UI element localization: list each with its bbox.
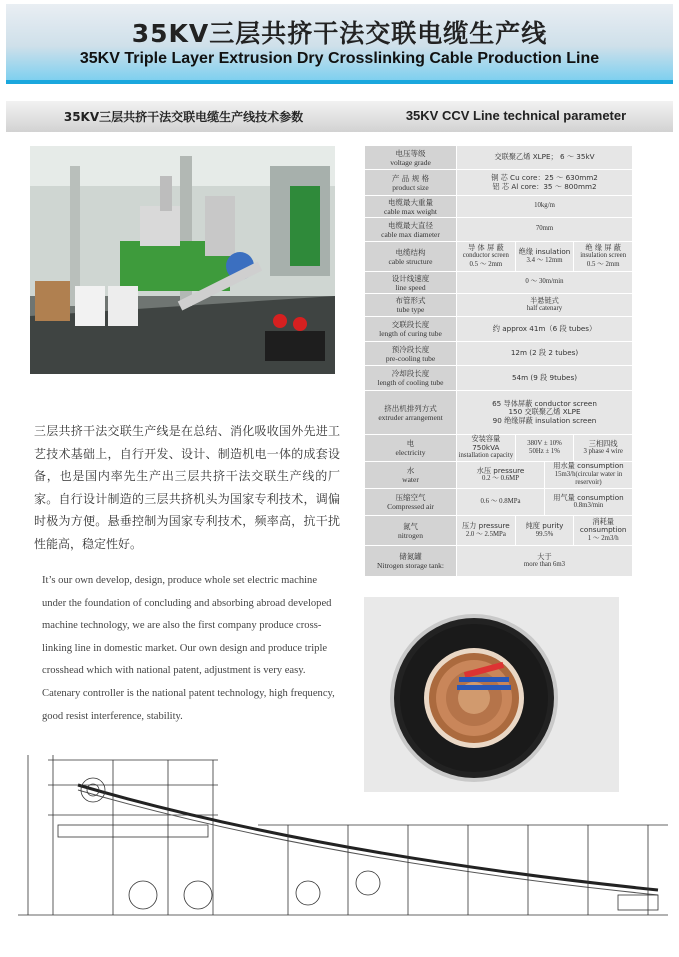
param-value-cell xyxy=(545,462,632,488)
param-value-line: 3.4 ～ 12mm xyxy=(526,256,563,264)
param-value xyxy=(457,218,632,241)
param-label-en: Compressed air xyxy=(387,502,434,511)
param-label-en: water xyxy=(402,475,419,484)
param-value-line: 99.5% xyxy=(535,530,554,538)
param-value-line: 用水量 consumption xyxy=(553,461,624,471)
param-label-cn: 电 xyxy=(406,439,415,448)
param-label-cn: 压缩空气 xyxy=(395,493,426,502)
param-label-en: pre-cooling tube xyxy=(385,353,436,363)
param-value-line: 安装容量 750kVA xyxy=(471,434,501,452)
param-label-cn: 水 xyxy=(406,466,415,475)
production-line-drawing xyxy=(18,745,668,925)
page-title-cn: 35KV三层共挤干法交联电缆生产线 xyxy=(131,19,548,48)
param-value-cell xyxy=(457,462,545,488)
param-value-line: 65 导体屏蔽 conductor screen xyxy=(492,398,597,408)
param-value-cell xyxy=(516,435,575,461)
param-label-cn: 预冷段长度 xyxy=(391,344,430,354)
param-value-line: 三相四线 xyxy=(588,438,618,448)
param-label-en: Nitrogen storage tank: xyxy=(376,561,445,570)
param-row xyxy=(365,342,632,366)
param-value-cell xyxy=(457,196,632,217)
param-value xyxy=(457,196,632,217)
param-value-line: 2.0 ～ 2.5MPa xyxy=(465,530,506,538)
param-label-en: length of curing tube xyxy=(379,329,442,338)
param-label-cn: 挤出机排列方式 xyxy=(384,403,437,413)
param-label-en: length of cooling tube xyxy=(377,378,444,387)
param-value-cell xyxy=(457,342,632,365)
param-value xyxy=(457,516,632,545)
param-value-line: 1 ～ 2m3/h xyxy=(587,534,619,542)
param-value-line: 54m (9 段 9tubes) xyxy=(511,372,578,382)
param-value xyxy=(457,272,632,293)
param-value-cell xyxy=(457,546,632,576)
param-value-line: half catenary xyxy=(526,305,563,312)
param-value-line: 0.6 ～ 0.8MPa xyxy=(480,497,521,505)
param-row xyxy=(365,435,632,462)
param-value-cell xyxy=(516,242,575,271)
factory-photo xyxy=(30,146,335,374)
param-value-line: 压力 pressure xyxy=(461,521,510,530)
param-row xyxy=(365,546,632,577)
param-value-line: installation capacity xyxy=(458,452,514,460)
intro-text-en: It’s our own develop, design, produce whole set electric machine under the foundation of concluding and absorbing abroad developed machine technology, we are also the first company produce cross-linking line in domestic market. Our own design and produce triple crosshead which with national patent, adjustment is very easy. Catenary controller is the national patent technology, high frequency, good resist interference, stability. xyxy=(42,575,335,722)
param-row xyxy=(365,516,632,546)
param-label xyxy=(365,294,457,316)
param-label-cn: 产 品 规 格 xyxy=(391,173,430,183)
param-label-en: cable structure xyxy=(388,256,433,266)
param-value-line: 12m (2 段 2 tubes) xyxy=(510,348,579,358)
param-row xyxy=(365,242,632,272)
param-label-cn: 电压等级 xyxy=(395,148,426,158)
param-value-line: 380V ± 10% xyxy=(527,439,562,447)
param-value-line: 150 交联聚乙烯 XLPE xyxy=(508,407,581,417)
param-label xyxy=(365,516,457,545)
param-label xyxy=(365,242,457,271)
header-banner xyxy=(6,4,673,84)
page-title-en: 35KV Triple Layer Extrusion Dry Crosslinking Cable Production Line xyxy=(79,50,600,67)
param-value xyxy=(457,391,632,434)
param-label-en: cable max weight xyxy=(384,206,437,216)
param-value-line: 0 ～ 30m/min xyxy=(525,278,564,286)
param-value-line: more than 6m3 xyxy=(523,561,566,568)
param-value-cell xyxy=(457,391,632,434)
param-label-cn: 氮气 xyxy=(403,521,418,531)
param-label-en: voltage grade xyxy=(390,157,431,167)
param-row xyxy=(365,170,632,196)
param-label xyxy=(365,170,457,195)
param-value-cell xyxy=(457,366,632,390)
param-value-line: 纯度 purity xyxy=(525,521,564,530)
param-row xyxy=(365,218,632,242)
param-label xyxy=(365,218,457,241)
param-value-line: 导 体 屏 蔽 xyxy=(468,242,504,252)
param-row xyxy=(365,272,632,294)
param-value xyxy=(457,462,632,488)
param-value-line: 0.5 ～ 2mm xyxy=(586,260,620,268)
param-value-cell xyxy=(457,516,516,545)
param-value-cell xyxy=(457,146,632,169)
param-label xyxy=(365,391,457,434)
param-value-cell xyxy=(457,170,632,195)
param-label xyxy=(365,196,457,217)
param-label xyxy=(365,272,457,293)
param-value xyxy=(457,342,632,365)
param-value-cell xyxy=(516,516,575,545)
param-value-line: 50Hz ± 1% xyxy=(529,448,560,455)
param-value-cell xyxy=(457,218,632,241)
param-label-en: nitrogen xyxy=(398,530,423,540)
param-row xyxy=(365,317,632,342)
param-value xyxy=(457,242,632,271)
param-value-line: 70mm xyxy=(535,225,554,233)
param-row xyxy=(365,294,632,317)
param-value xyxy=(457,294,632,316)
param-value-cell xyxy=(457,489,545,515)
param-label-cn: 电缆结构 xyxy=(395,247,426,257)
param-label-cn: 设计线速度 xyxy=(391,273,430,283)
param-label xyxy=(365,366,457,390)
param-label-en: line speed xyxy=(395,282,426,292)
param-value xyxy=(457,366,632,390)
section-title-cn: 35KV三层共挤干法交联电缆生产线技术参数 xyxy=(63,110,304,124)
param-row xyxy=(365,462,632,489)
param-value-line: 10kg/m xyxy=(534,202,555,210)
param-row xyxy=(365,366,632,391)
param-value-line: 0.8m3/min xyxy=(573,502,604,509)
param-value xyxy=(457,435,632,461)
param-label xyxy=(365,342,457,365)
param-value-line: insulation screen xyxy=(580,252,627,260)
param-value-line: 15m3/h(circular water in reservoir) xyxy=(554,470,623,487)
param-value xyxy=(457,489,632,515)
param-value-cell xyxy=(457,242,516,271)
param-row xyxy=(365,196,632,218)
param-row xyxy=(365,489,632,516)
param-label-cn: 电缆最大直径 xyxy=(388,220,433,230)
param-value-line: 水压 pressure xyxy=(476,465,525,475)
param-value-line: 大于 xyxy=(537,551,552,561)
param-value-cell xyxy=(457,317,632,341)
param-label xyxy=(365,317,457,341)
param-label-cn: 电缆最大重量 xyxy=(388,197,433,207)
param-value-line: 绝 缘 屏 蔽 xyxy=(585,242,621,252)
param-value-cell xyxy=(457,272,632,293)
param-label-cn: 冷却段长度 xyxy=(391,369,430,378)
intro-text-cn: 三层共挤干法交联生产线是在总结、消化吸收国外先进工艺技术基础上，自行开发、设计、制造机电一体的成套设备，也是国内率先生产出三层共挤干法交联生产线的厂家。自行设计制造的三层共挤机头为国家专利技术，调偏时极为方便。悬垂控制为国家专利技术，频率高，抗干扰性能高，稳定性好。 xyxy=(34,424,340,551)
param-label xyxy=(365,435,457,461)
param-label-en: electricity xyxy=(395,448,426,457)
param-value-cell xyxy=(457,435,516,461)
param-label xyxy=(365,489,457,515)
param-value-line: 3 phase 4 wire xyxy=(583,448,623,455)
param-label-cn: 布管形式 xyxy=(395,296,426,305)
param-value-cell xyxy=(545,489,632,515)
param-value-cell xyxy=(457,294,632,316)
param-value-line: 用气量 consumption xyxy=(553,492,624,502)
param-value-line: 0.5 ～ 2mm xyxy=(469,260,503,268)
param-label-en: tube type xyxy=(396,305,425,314)
param-label-cn: 储氮罐 xyxy=(399,552,422,561)
param-value-cell xyxy=(574,516,632,545)
param-row xyxy=(365,391,632,435)
param-label-en: cable max diameter xyxy=(381,229,440,239)
param-value-line: 90 绝缘屏蔽 insulation screen xyxy=(492,415,597,425)
param-value-line: 0.2 ～ 0.6MP xyxy=(481,475,519,482)
technical-parameter-table xyxy=(365,146,632,577)
param-value-line: 约 approx 41m（6 段 tubes） xyxy=(492,323,597,333)
param-value xyxy=(457,546,632,576)
param-row xyxy=(365,146,632,170)
param-label xyxy=(365,462,457,488)
param-value-cell xyxy=(574,435,632,461)
param-value-line: conductor screen xyxy=(462,252,509,260)
param-value-line: 半悬链式 xyxy=(530,295,559,305)
param-value-line: 交联聚乙烯 XLPE； 6 ～ 35kV xyxy=(494,152,595,162)
param-value xyxy=(457,317,632,341)
param-value xyxy=(457,170,632,195)
param-value xyxy=(457,146,632,169)
param-value-line: 消耗量 consumption xyxy=(579,516,627,535)
param-value-line: 铝 芯 Al core：35 ～ 800mm2 xyxy=(492,181,597,191)
param-label-cn: 交联段长度 xyxy=(391,320,430,329)
param-value-line: 铜 芯 Cu core：25 ～ 630mm2 xyxy=(491,173,598,182)
param-label xyxy=(365,146,457,169)
section-header-bar xyxy=(6,101,673,132)
param-value-cell xyxy=(574,242,632,271)
param-label-en: product size xyxy=(392,182,429,192)
section-title-en: 35KV CCV Line technical parameter xyxy=(405,108,627,123)
param-label xyxy=(365,546,457,576)
param-value-line: 绝缘 insulation xyxy=(518,247,571,256)
param-label-en: extruder arrangement xyxy=(378,412,443,422)
